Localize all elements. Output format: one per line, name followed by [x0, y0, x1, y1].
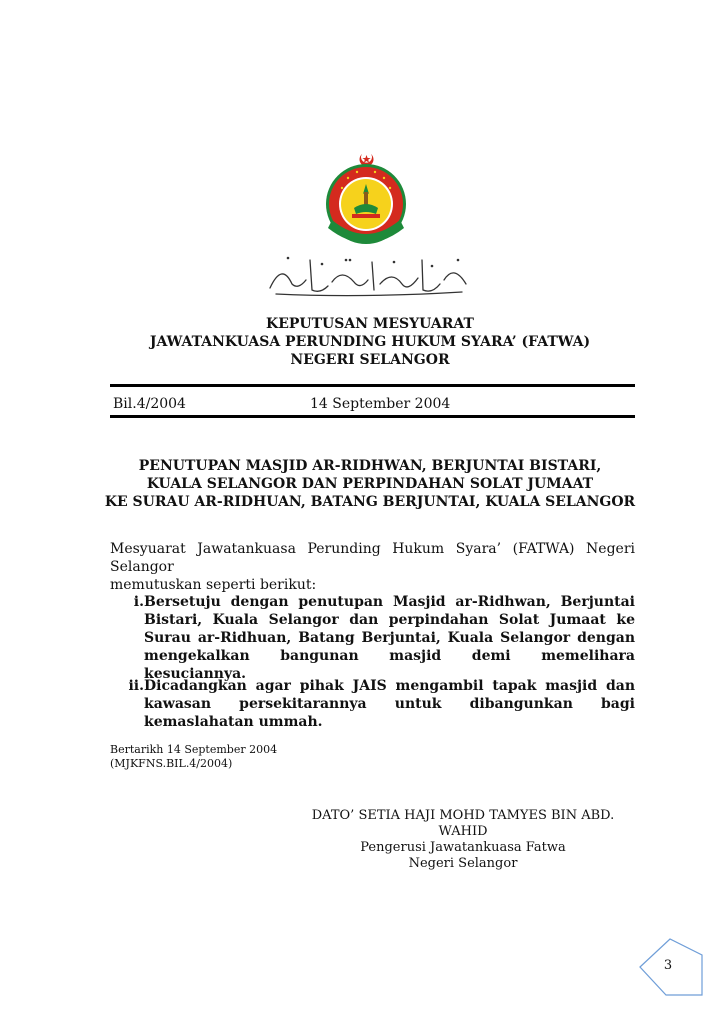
- title-line-3: NEGERI SELANGOR: [290, 352, 450, 368]
- jawi-calligraphy-icon: [262, 250, 474, 298]
- subject-line-2: KUALA SELANGOR DAN PERPINDAHAN SOLAT JUMAAT: [146, 476, 594, 492]
- jabatan-mufti-selangor-emblem-icon: [322, 148, 410, 252]
- signature-block: [290, 808, 636, 872]
- bottom-divider: [110, 415, 635, 418]
- intro-line-1: Mesyuarat Jawatankuasa Perunding Hukum Syara’ (FATWA) Negeri Selangor: [110, 541, 635, 575]
- subject-heading: [100, 457, 640, 511]
- title-line-2: JAWATANKUASA PERUNDING HUKUM SYARA’ (FATWA): [149, 334, 591, 350]
- signatory-position: Pengerusi Jawatankuasa Fatwa: [360, 840, 566, 855]
- meeting-date: 14 September 2004: [310, 396, 451, 412]
- page-number: 3: [663, 958, 673, 973]
- document-title: [100, 315, 640, 369]
- intro-paragraph: [110, 540, 635, 594]
- signatory-name: DATO’ SETIA HAJI MOHD TAMYES BIN ABD. WAHID: [311, 808, 615, 839]
- item-text: Bersetuju dengan penutupan Masjid ar-Ridhwan, Berjuntai Bistari, Kuala Selangor dan perpindahan Solat Jumaat ke Surau ar-Ridhuan, Batang Berjuntai, Kuala Selangor dengan mengekalkan bangunan masjid demi memelihara kesuciannya.: [144, 594, 635, 682]
- dated-line-1: Bertarikh 14 September 2004: [110, 743, 278, 756]
- item-number: ii.: [128, 678, 144, 694]
- signatory-state: Negeri Selangor: [408, 856, 518, 871]
- title-line-1: KEPUTUSAN MESYUARAT: [266, 316, 474, 332]
- subject-line-3: KE SURAU AR-RIDHUAN, BATANG BERJUNTAI, KUALA SELANGOR: [104, 494, 636, 510]
- dated-line-2: (MJKFNS.BIL.4/2004): [110, 757, 233, 770]
- item-number: i.: [133, 594, 144, 610]
- item-text: Dicadangkan agar pihak JAIS mengambil tapak masjid dan kawasan persekitarannya untuk dibangunkan bagi kemaslahatan ummah.: [144, 678, 635, 730]
- intro-line-2: memutuskan seperti berikut:: [110, 577, 317, 593]
- dated-block: [110, 743, 277, 771]
- subject-line-1: PENUTUPAN MASJID AR-RIDHWAN, BERJUNTAI BISTARI,: [138, 458, 602, 474]
- top-divider: [110, 384, 635, 387]
- reference-number: Bil.4/2004: [113, 396, 186, 412]
